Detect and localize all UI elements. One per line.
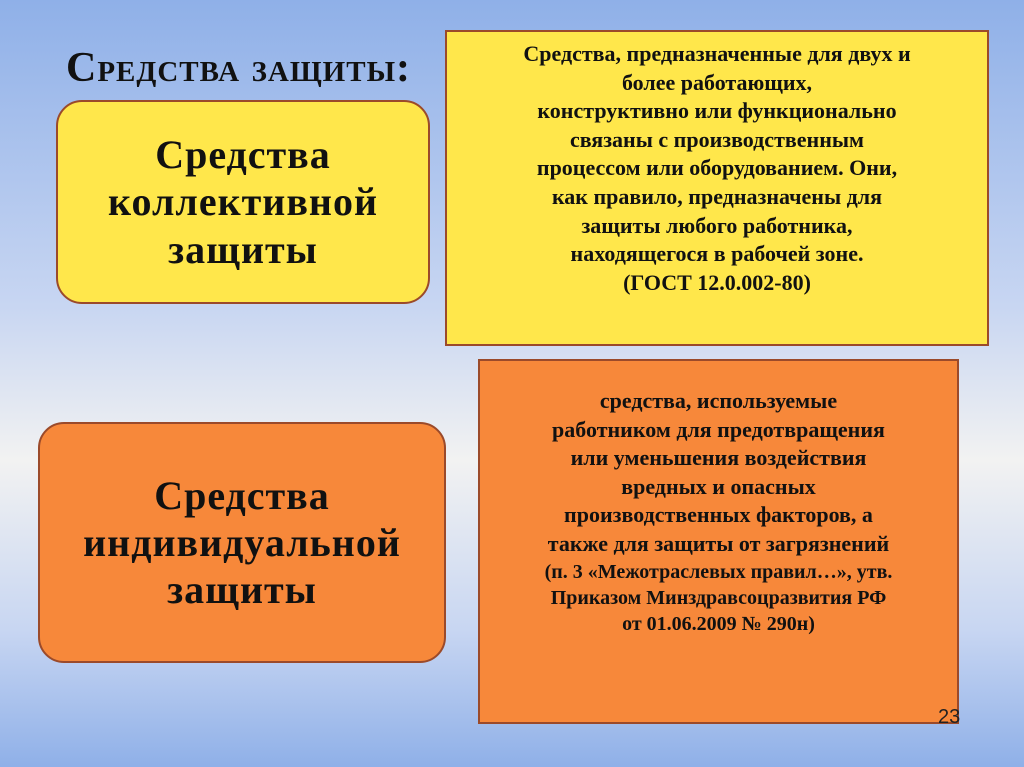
collective-protection-term [108, 131, 378, 273]
definition-source: (п. 3 «Межотраслевых правил…», утв. [544, 560, 893, 583]
term-line: Средства [154, 472, 330, 518]
term-line: защиты [168, 226, 318, 272]
slide-title: Средства защиты: [66, 45, 412, 91]
definition-line: как правило, предназначены для [551, 183, 883, 209]
individual-protection-definition [545, 387, 893, 637]
definition-source: от 01.06.2009 № 290н) [622, 612, 815, 635]
definition-line: работником для предотвращения [552, 416, 885, 442]
definition-line: средства, используемые [599, 388, 838, 413]
definition-source: (ГОСТ 12.0.002-80) [623, 269, 811, 295]
definition-line: вредных и опасных [621, 473, 816, 499]
definition-line: связаны с производственным [569, 126, 865, 152]
definition-line: также для защиты от загрязнений [547, 530, 890, 556]
individual-protection-term [83, 472, 401, 614]
definition-line: конструктивно или функционально [537, 98, 897, 124]
collective-protection-definition-box [445, 30, 989, 346]
collective-protection-definition [523, 40, 910, 297]
definition-source: Приказом Минздравсоцразвития РФ [550, 586, 887, 609]
definition-line: находящегося в рабочей зоне. [570, 241, 864, 267]
individual-protection-term-box [38, 422, 446, 663]
definition-line: защиты любого работника, [581, 212, 853, 238]
definition-line: процессом или оборудованием. Они, [536, 155, 898, 181]
page-number: 23 [938, 706, 961, 728]
term-line: защиты [167, 567, 317, 613]
definition-line: более работающих, [621, 69, 813, 95]
definition-line: производственных факторов, а [564, 502, 873, 528]
definition-line: Средства, предназначенные для двух и [523, 41, 911, 66]
collective-protection-term-box [56, 100, 430, 304]
individual-protection-definition-box [478, 359, 959, 724]
term-line: коллективной [107, 179, 379, 225]
term-line: Средства [155, 132, 331, 178]
definition-line: или уменьшения воздействия [570, 445, 867, 471]
term-line: индивидуальной [83, 519, 401, 565]
